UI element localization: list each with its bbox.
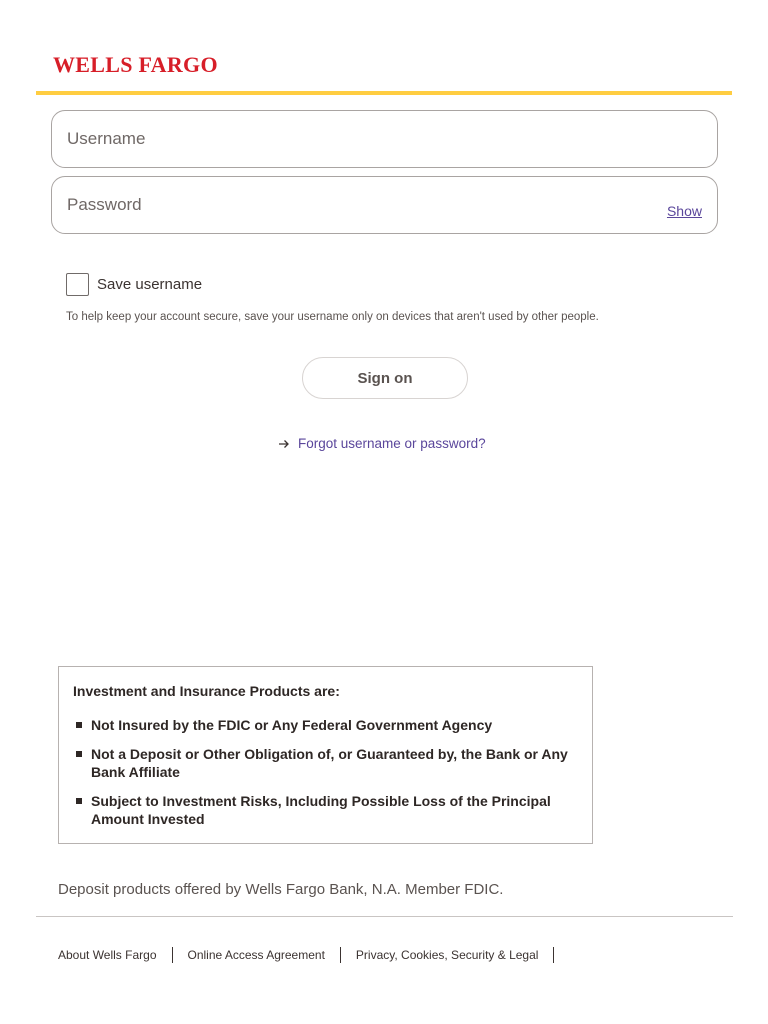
disclosure-item xyxy=(73,745,578,781)
forgot-credentials-link[interactable] xyxy=(278,436,486,451)
deposit-disclaimer: Deposit products offered by Wells Fargo Bank, N.A. Member FDIC. xyxy=(58,881,504,898)
footer-separator xyxy=(553,947,554,963)
save-username-checkbox[interactable] xyxy=(66,273,89,296)
disclosure-list xyxy=(73,716,578,828)
username-field[interactable] xyxy=(51,110,718,168)
disclosure-heading: Investment and Insurance Products are: xyxy=(73,683,340,699)
arrow-right-icon xyxy=(278,438,290,450)
forgot-credentials-label[interactable]: Forgot username or password? xyxy=(298,436,486,451)
disclosure-item-text: Not Insured by the FDIC or Any Federal Government Agency xyxy=(91,717,493,733)
footer-links xyxy=(58,947,569,963)
sign-on-button[interactable]: Sign on xyxy=(302,357,468,399)
disclosure-item-text: Subject to Investment Risks, Including Possible Loss of the Principal Amount Invested xyxy=(91,793,551,827)
save-username-row xyxy=(66,272,202,296)
footer-divider xyxy=(36,916,733,917)
investment-disclosure-box xyxy=(58,666,593,844)
footer-separator xyxy=(172,947,173,963)
footer-separator xyxy=(340,947,341,963)
save-username-label[interactable]: Save username xyxy=(97,275,203,293)
password-field[interactable] xyxy=(51,176,718,234)
disclosure-item xyxy=(73,792,578,828)
header-divider xyxy=(36,91,732,95)
username-input[interactable] xyxy=(67,111,647,167)
footer-link-about[interactable]: About Wells Fargo xyxy=(58,948,157,962)
footer-link-privacy[interactable]: Privacy, Cookies, Security & Legal xyxy=(355,948,539,962)
disclosure-item-text: Not a Deposit or Other Obligation of, or Guaranteed by, the Bank or Any Bank Affiliate xyxy=(91,746,568,780)
show-password-link[interactable]: Show xyxy=(666,203,702,219)
bullet-icon xyxy=(76,798,82,804)
wells-fargo-logo[interactable]: WELLS FARGO xyxy=(53,52,218,77)
bullet-icon xyxy=(76,722,82,728)
save-username-help-text: To help keep your account secure, save your username only on devices that aren't used by other people. xyxy=(66,311,599,323)
disclosure-item xyxy=(73,716,578,734)
footer-link-online-access-agreement[interactable]: Online Access Agreement xyxy=(187,948,325,962)
password-input[interactable] xyxy=(67,177,647,233)
bullet-icon xyxy=(76,751,82,757)
